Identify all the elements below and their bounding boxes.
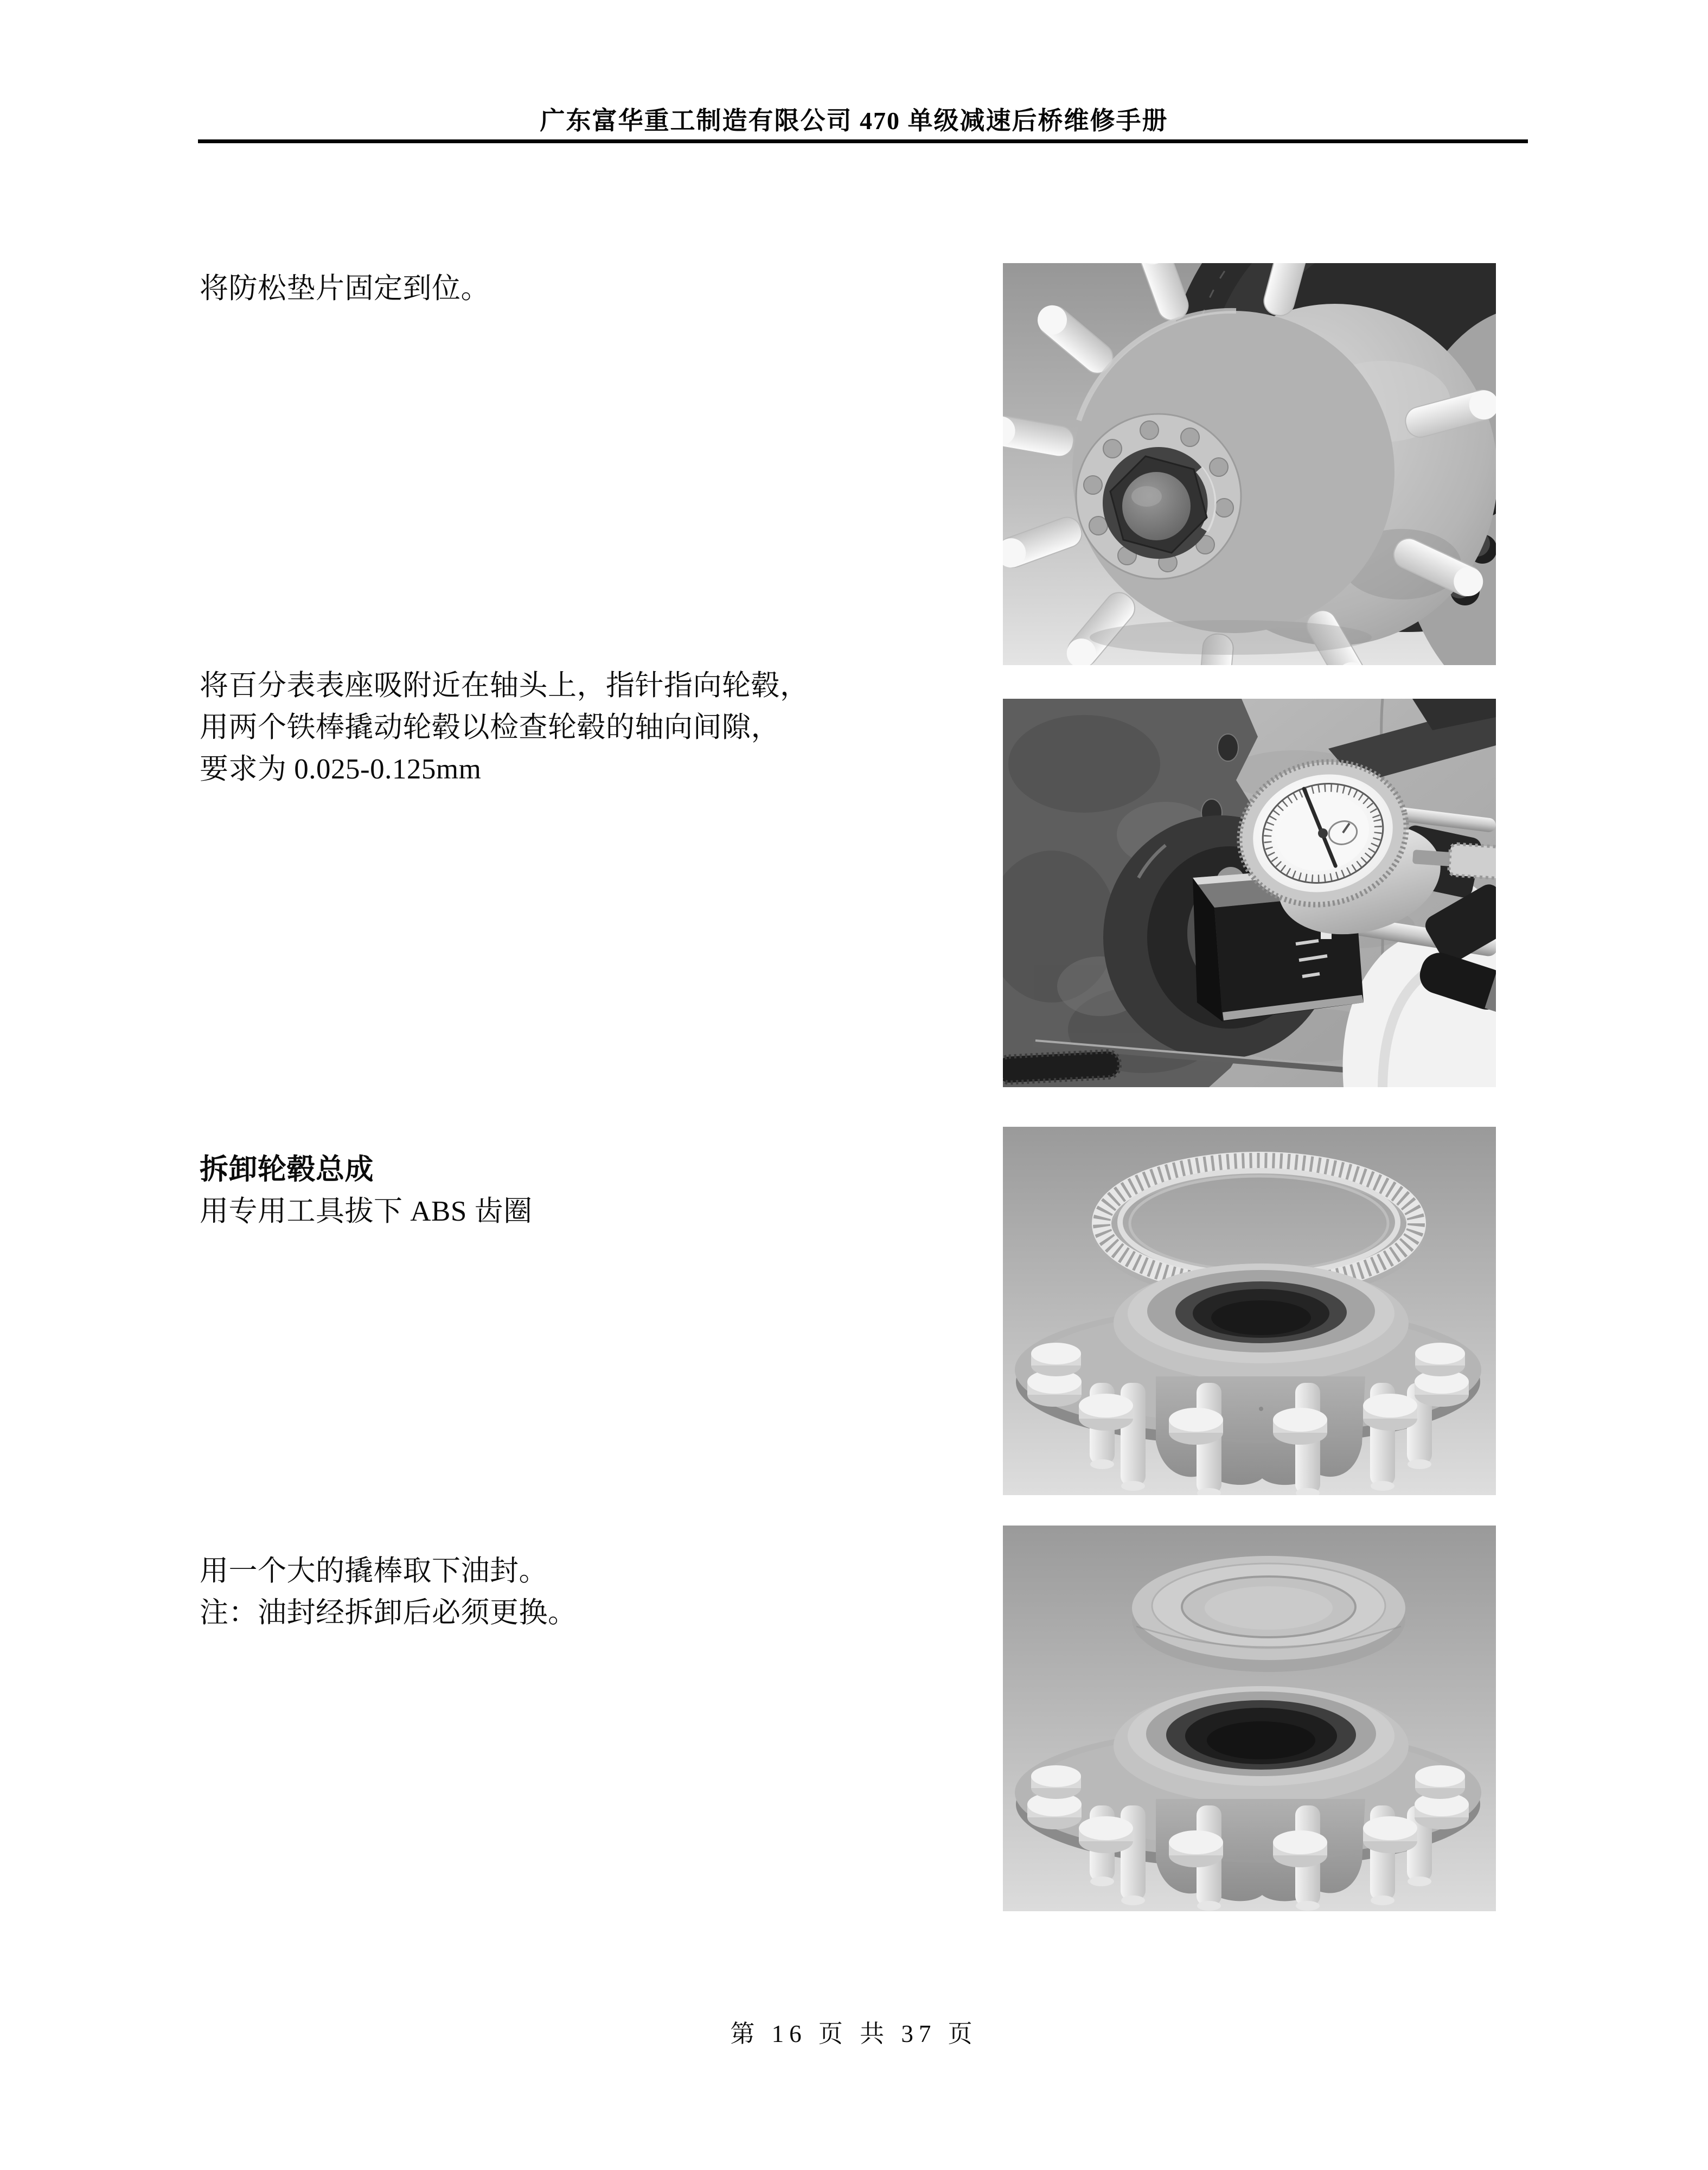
hub-and-brake-drum-image — [1003, 263, 1496, 665]
page-header-title: 广东富华重工制造有限公司 470 单级减速后桥维修手册 — [540, 107, 1168, 135]
step-4-line-2: 注：油封经拆卸后必须更换。 — [200, 1597, 577, 1629]
hub-with-abs-ring-image — [1003, 1127, 1496, 1495]
dial-indicator-photo — [1003, 699, 1496, 1087]
figure-hub-with-abs-ring — [1003, 1127, 1496, 1495]
hub-shadow — [1090, 620, 1372, 655]
step-4-text — [200, 1550, 932, 1634]
header-rule — [198, 139, 1528, 143]
step-2-line-3: 要求为 0.025-0.125mm — [200, 754, 482, 785]
step-1-text — [200, 268, 932, 310]
step-3-line-1: 用专用工具拔下 ABS 齿圈 — [200, 1196, 533, 1227]
step-4-line-1: 用一个大的撬棒取下油封。 — [200, 1555, 548, 1587]
step-2-line-1: 将百分表表座吸附近在轴头上，指针指向轮毂， — [200, 670, 809, 701]
oil-seal-ring — [1132, 1556, 1405, 1672]
figure-hub-with-oil-seal — [1003, 1526, 1496, 1911]
figure-hub-and-brake-drum — [1003, 263, 1496, 665]
step-2-line-2: 用两个铁棒撬动轮毂以检查轮毂的轴向间隙， — [200, 712, 780, 743]
step-2-text — [200, 665, 932, 790]
step-3-heading: 拆卸轮毂总成 — [200, 1154, 374, 1185]
step-1-line-1: 将防松垫片固定到位。 — [200, 273, 490, 304]
hub-with-oil-seal-image — [1003, 1526, 1496, 1911]
axle-nut-and-lock-washer — [1103, 447, 1214, 559]
step-3-text — [200, 1149, 932, 1233]
figure-dial-indicator-measurement — [1003, 699, 1496, 1087]
page-footer: 第 16 页 共 37 页 — [730, 2020, 978, 2047]
